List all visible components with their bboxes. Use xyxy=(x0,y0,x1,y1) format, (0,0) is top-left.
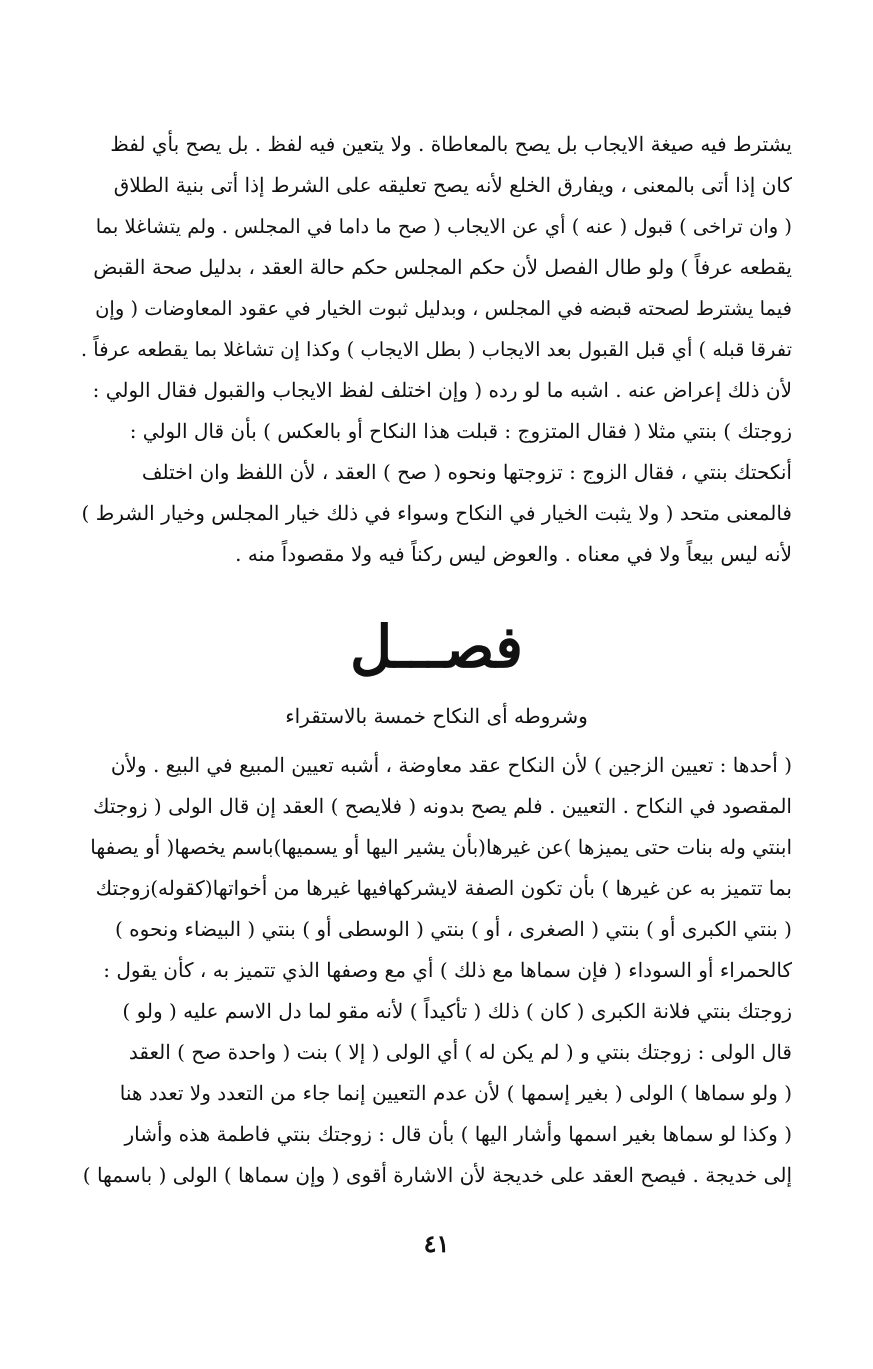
text-line: زوجتك بنتي فلانة الكبرى ( كان ) ذلك ( تأكيداً ) لأنه مقو لما دل الاسم عليه ( ولو ) xyxy=(122,999,792,1023)
page-number: ٤١ xyxy=(423,1229,450,1258)
text-line: ( أحدها : تعيين الزجين ) لأن النكاح عقد معاوضة ، أشبه تعيين المبيع في البيع . ولأن xyxy=(110,753,792,777)
text-line: تفرقا قبله ) أي قبل القبول بعد الايجاب ( بطل الايجاب ) وكذا إن تشاغلا بما يقطعه عرفاً . xyxy=(80,338,792,361)
paragraph-top xyxy=(80,124,792,575)
text-line: فيما يشترط لصحته قبضه في المجلس ، وبدليل ثبوت الخيار في عقود المعاوضات ( وإن xyxy=(95,297,792,320)
text-line: كان إذا أتى بالمعنى ، ويفارق الخلع لأنه يصح تعليقه على الشرط إذا أتى بنية الطلاق xyxy=(113,173,792,197)
text-line: المقصود في النكاح . التعيين . فلم يصح بدونه ( فلايصح ) العقد إن قال الولى ( زوجتك xyxy=(92,794,792,818)
text-line: كالحمراء أو السوداء ( فإن سماها مع ذلك ) أي مع وصفها الذي تتميز به ، كأن يقول : xyxy=(103,958,792,982)
text-line: قال الولى : زوجتك بنتي و ( لم يكن له ) أي الولى ( إلا ) بنت ( واحدة صح ) العقد xyxy=(128,1040,792,1064)
text-line: فالمعنى متحد ( ولا يثبت الخيار في النكاح وسواء في ذلك خيار المجلس وخيار الشرط ) xyxy=(81,501,792,525)
section-heading: فصـــل xyxy=(350,613,523,681)
text-line: زوجتك ) بنتي مثلا ( فقال المتزوج : قبلت هذا النكاح أو بالعكس ) بأن قال الولي : xyxy=(129,419,792,443)
text-line: لأنه ليس بيعاً ولا في معناه . والعوض ليس ركناً فيه ولا مقصوداً منه . xyxy=(235,542,792,566)
paragraph-bottom xyxy=(80,745,792,1196)
text-line: بما تتميز به عن غيرها ) بأن تكون الصفة لايشركهافيها غيرها من أخواتها(كقوله)زوجتك xyxy=(95,876,792,900)
text-line: إلى خديجة . فيصح العقد على خديجة لأن الاشارة أقوى ( وإن سماها ) الولى ( باسمها ) xyxy=(82,1163,792,1187)
text-line: لأن ذلك إعراض عنه . اشبه ما لو رده ( وإن اختلف لفظ الايجاب والقبول فقال الولي : xyxy=(92,378,792,402)
text-line: أنكحتك بنتي ، فقال الزوج : تزوجتها ونحوه ( صح ) العقد ، لأن اللفظ وان اختلف xyxy=(141,460,792,484)
text-line: ( وكذا لو سماها بغير اسمها وأشار اليها ) بأن قال : زوجتك بنتي فاطمة هذه وأشار xyxy=(124,1122,792,1146)
text-line: ( بنتي الكبرى أو ) بنتي ( الصغرى ، أو ) بنتي ( الوسطى أو ) بنتي ( البيضاء ونحوه ) xyxy=(115,917,792,941)
text-line: ( وان تراخى ) قبول ( عنه ) أي عن الايجاب ( صح ما داما في المجلس . ولم يتشاغلا بما xyxy=(95,215,792,238)
section-subheading: وشروطه أى النكاح خمسة بالاستقراء xyxy=(285,704,588,728)
text-line: يقطعه عرفاً ) ولو طال الفصل لأن حكم المجلس حكم حالة العقد ، بدليل صحة القبض xyxy=(93,255,792,279)
text-line: يشترط فيه صيغة الايجاب بل يصح بالمعاطاة . ولا يتعين فيه لفظ . بل يصح بأي لفظ xyxy=(110,132,792,156)
text-line: ابنتي وله بنات حتى يميزها )عن غيرها(بأن يشير اليها أو يسميها)باسم يخصها( أو يصفها xyxy=(90,835,792,859)
text-line: ( ولو سماها ) الولى ( بغير إسمها ) لأن عدم التعيين إنما جاء من التعدد ولا تعدد هنا xyxy=(119,1081,792,1105)
